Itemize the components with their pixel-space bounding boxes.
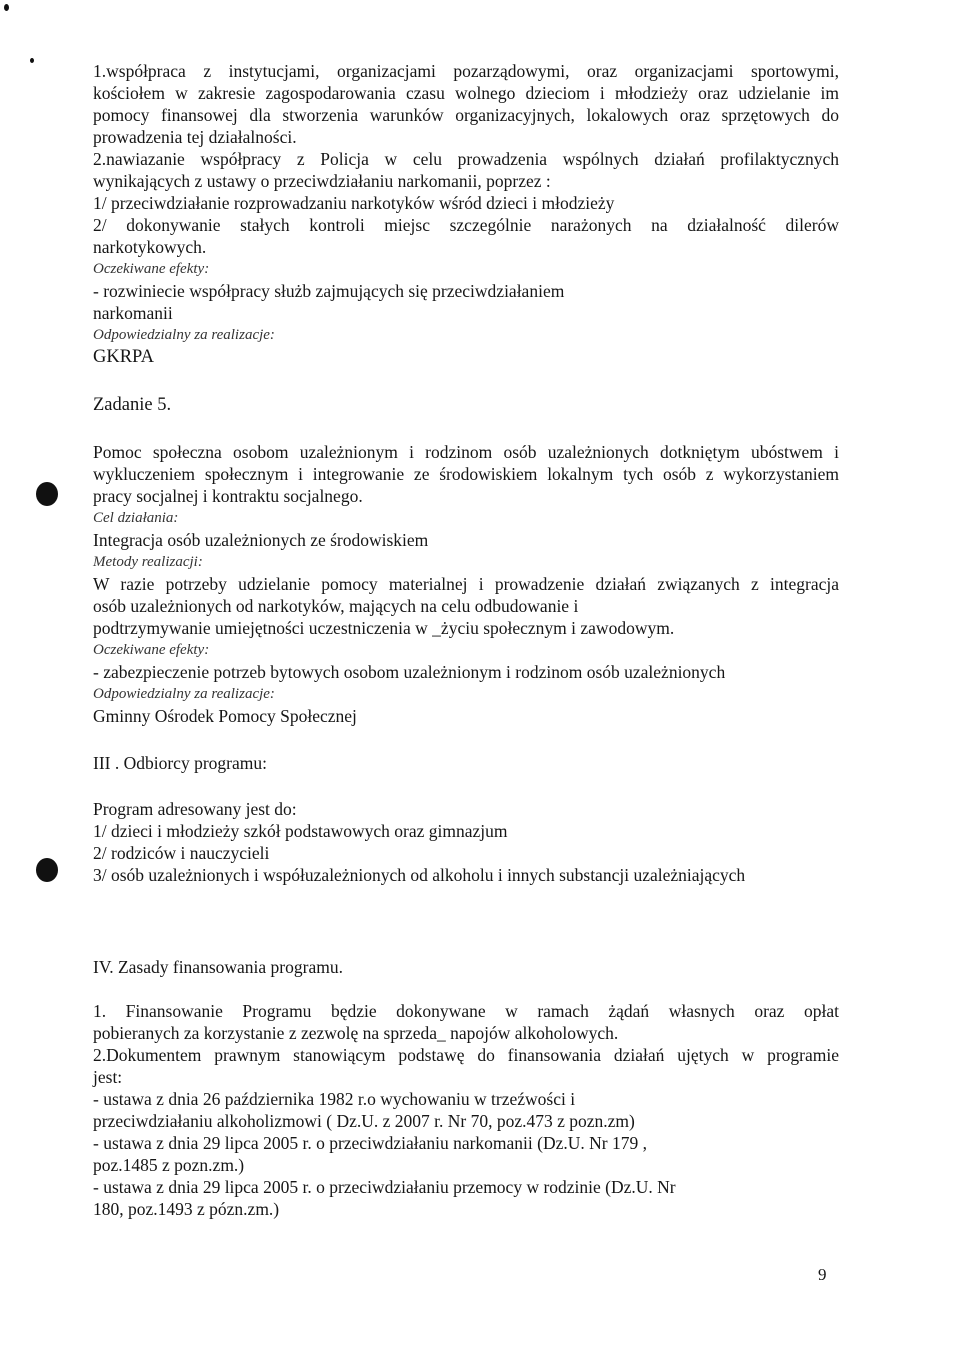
list-item: 1/ przeciwdziałanie rozprowadzaniu narkotyków wśród dzieci i młodzieży xyxy=(93,193,615,213)
page-number: 9 xyxy=(818,1265,827,1284)
responsible-label: Odpowiedzialny za realizacje: xyxy=(93,327,275,343)
binder-hole-mark xyxy=(36,858,58,882)
section-heading: IV. Zasady finansowania programu. xyxy=(93,957,343,977)
paragraph-line: wynikających z ustawy o przeciwdziałaniu narkomanii, poprzez : xyxy=(93,171,551,191)
law-line: - ustawa z dnia 26 października 1982 r.o wychowaniu w trzeźwości i xyxy=(93,1089,576,1109)
responsible-value: GKRPA xyxy=(93,347,155,367)
effects-text: narkomanii xyxy=(93,303,173,323)
responsible-value: Gminny Ośrodek Pomocy Społecznej xyxy=(93,706,357,726)
law-line: 180, poz.1493 z pózn.zm.) xyxy=(93,1199,280,1219)
effects-text: - zabezpieczenie potrzeb bytowych osobom uzależnionym i rodzinom osób uzależnionych xyxy=(93,662,726,682)
goal-value: Integracja osób uzależnionych ze środowiskiem xyxy=(93,530,429,550)
task-heading: Zadanie 5. xyxy=(93,395,172,415)
section-heading: III . Odbiorcy programu: xyxy=(93,753,267,773)
list-lead: Program adresowany jest do: xyxy=(93,799,297,819)
paragraph-line: prowadzenia tej działalności. xyxy=(93,127,297,147)
task-5-body xyxy=(93,441,839,727)
methods-label: Metody realizacji: xyxy=(93,554,203,570)
recipients-list xyxy=(93,798,839,886)
paragraph-line: podtrzymywanie umiejętności uczestniczenia w _życiu społecznym i zawodowym. xyxy=(93,618,675,638)
paragraph-line: Pomoc społeczna osobom uzależnionym i rodzinom osób uzależnionych dotkniętym ubóstwem i xyxy=(93,442,839,462)
list-item: 3/ osób uzależnionych i współuzależnionych od alkoholu i innych substancji uzależniających xyxy=(93,865,746,885)
paragraph-line: pomocy finansowej dla stworzenia warunków organizacyjnych, lokalowych oraz sprzętowych do xyxy=(93,105,839,125)
paragraph-line: W razie potrzeby udzielanie pomocy materialnej i prowadzenie działań związanych z integracja xyxy=(93,574,839,594)
paragraph-line: jest: xyxy=(93,1067,123,1087)
paragraph-line: pobieranych za korzystanie z zezwolę na sprzeda_ napojów alkoholowych. xyxy=(93,1023,619,1043)
task-5-section xyxy=(93,394,839,416)
paragraph-line: pracy socjalnej i kontraktu socjalnego. xyxy=(93,486,363,506)
paragraph-line: 2.Dokumentem prawnym stanowiącym podstawę do finansowania działań ujętych w programie xyxy=(93,1045,839,1065)
law-line: poz.1485 z pozn.zm.) xyxy=(93,1155,245,1175)
law-line: - ustawa z dnia 29 lipca 2005 r. o przeciwdziałaniu przemocy w rodzinie (Dz.U. Nr xyxy=(93,1177,676,1197)
paragraph-line: wykluczeniem społecznym i integrowanie ze środowiskiem lokalnym tych osób z wykorzystaniem xyxy=(93,464,839,484)
law-line: - ustawa z dnia 29 lipca 2005 r. o przeciwdziałaniu narkomanii (Dz.U. Nr 179 , xyxy=(93,1133,647,1153)
binder-hole-mark xyxy=(36,482,58,506)
section-cooperation xyxy=(93,60,839,368)
section-financing xyxy=(93,956,839,978)
list-item: 2/ dokonywanie stałych kontroli miejsc szczególnie narażonych na działalność dilerów xyxy=(93,215,839,235)
paragraph-line: osób uzależnionych od narkotyków, mających na celu odbudowanie i xyxy=(93,596,579,616)
goal-label: Cel działania: xyxy=(93,510,179,526)
paragraph-line: 1. Finansowanie Programu będzie dokonywane w ramach żądań własnych oraz opłat xyxy=(93,1001,839,1021)
list-item: 1/ dzieci i młodzieży szkół podstawowych oraz gimnazjum xyxy=(93,821,508,841)
effects-label: Oczekiwane efekty: xyxy=(93,261,210,277)
effects-label: Oczekiwane efekty: xyxy=(93,642,210,658)
law-line: przeciwdziałaniu alkoholizmowi ( Dz.U. z 2007 r. Nr 70, poz.473 z pozn.zm) xyxy=(93,1111,635,1131)
section-recipients xyxy=(93,752,839,774)
list-item: narkotykowych. xyxy=(93,237,207,257)
effects-text: - rozwiniecie współpracy służb zajmujących się przeciwdziałaniem xyxy=(93,281,565,301)
list-item: 2/ rodziców i nauczycieli xyxy=(93,843,270,863)
paragraph-line: 1.współpraca z instytucjami, organizacjami pozarządowymi, oraz organizacjami sportowymi, xyxy=(93,61,839,81)
responsible-label: Odpowiedzialny za realizacje: xyxy=(93,686,275,702)
financing-body xyxy=(93,1000,839,1220)
paragraph-line: kościołem w zakresie zagospodarowania czasu wolnego dzieciom i młodzieży oraz udzielanie im xyxy=(93,83,839,103)
scan-speck xyxy=(30,58,34,63)
scan-speck xyxy=(4,4,9,11)
paragraph-line: 2.nawiazanie współpracy z Policja w celu prowadzenia wspólnych działań profilaktycznych xyxy=(93,149,839,169)
